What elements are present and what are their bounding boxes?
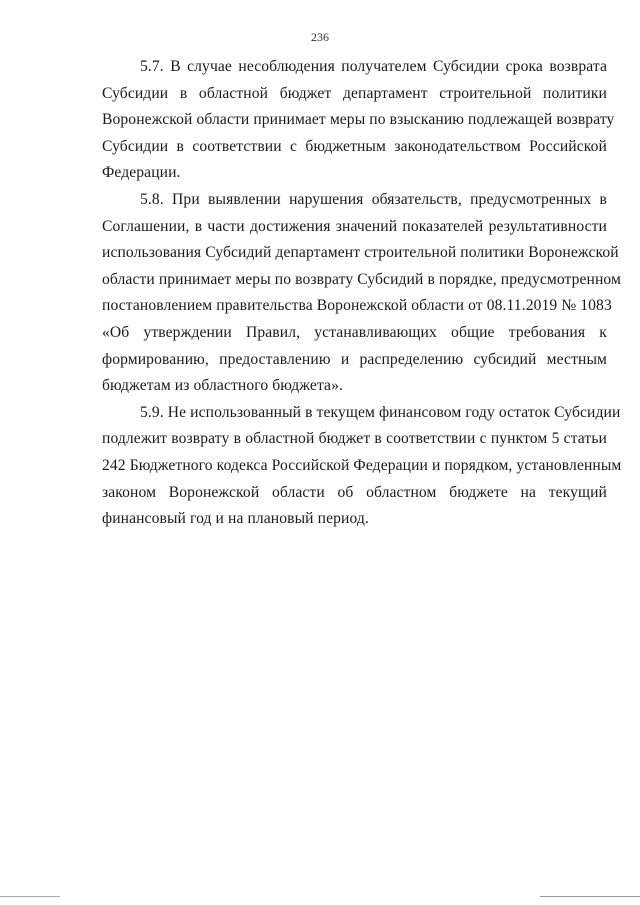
text-line: Субсидии в соответствии с бюджетным законодательством Российской <box>102 137 607 155</box>
text-line: использования Субсидий департамент строительной политики Воронежской <box>102 244 619 262</box>
text-line: формированию, предоставлению и распределению субсидий местным <box>102 350 607 368</box>
text-line: законом Воронежской области об областном бюджете на текущий <box>102 483 607 501</box>
text-line: Субсидии в областной бюджет департамент строительной политики <box>102 84 607 102</box>
text-line: 5.8. При выявлении нарушения обязательств, предусмотренных в <box>140 190 607 208</box>
text-line: бюджетам из областного бюджета». <box>102 377 343 395</box>
text-line: «Об утверждении Правил, устанавливающих общие требования к <box>102 323 607 341</box>
text-line: подлежит возврату в областной бюджет в соответствии с пунктом 5 статьи <box>102 430 607 448</box>
text-line: 5.9. Не использованный в текущем финансовом году остаток Субсидии <box>140 403 621 421</box>
text-line: 5.7. В случае несоблюдения получателем Субсидии срока возврата <box>140 58 607 75</box>
scan-edge-line <box>0 896 640 897</box>
text-line: Воронежской области принимает меры по взысканию подлежащей возврату <box>102 111 615 129</box>
text-line: постановлением правительства Воронежской области от 08.11.2019 № 1083 <box>102 297 612 315</box>
text-line: области принимает меры по возврату Субсидий в порядке, предусмотренном <box>102 270 622 288</box>
paragraph-5-9 <box>102 400 622 533</box>
paragraph-5-8 <box>102 187 622 400</box>
text-line: 242 Бюджетного кодекса Российской Федерации и порядком, установленным <box>102 456 622 474</box>
text-line: Федерации. <box>102 164 181 182</box>
page-number: 236 <box>311 30 329 44</box>
paragraph-5-7 <box>102 54 615 187</box>
text-line: Соглашении, в части достижения значений показателей результативности <box>102 217 607 235</box>
text-line: финансовый год и на плановый период. <box>102 510 369 528</box>
document-body <box>102 54 622 533</box>
